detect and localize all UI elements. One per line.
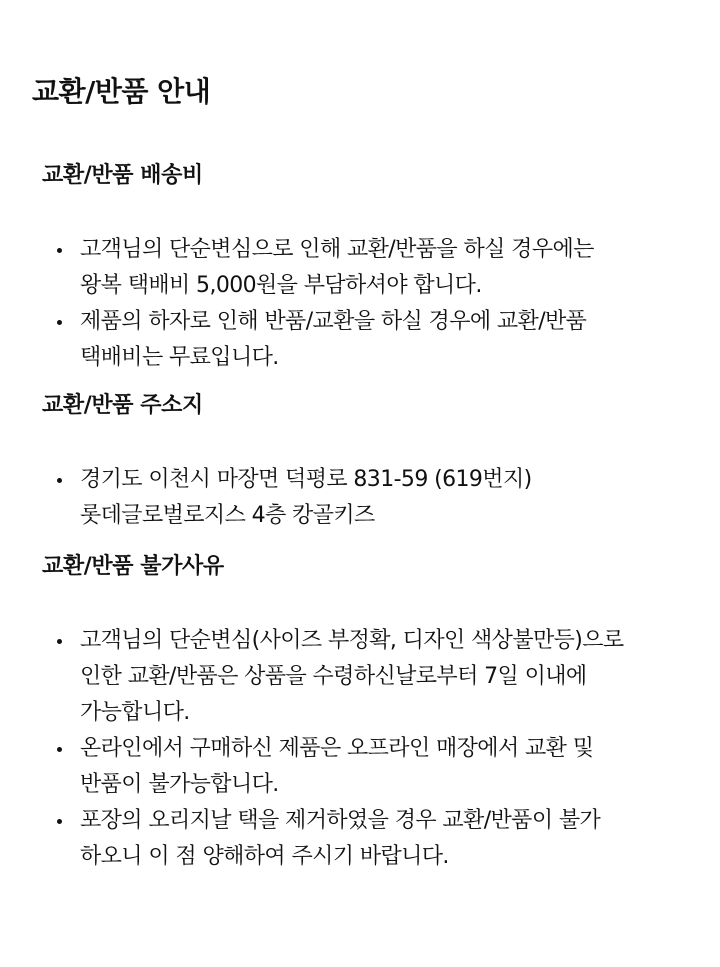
list-item-line: 반품이 불가능합니다. [80,772,279,797]
bullet-list [42,462,692,534]
section-title: 교환/반품 불가사유 [42,554,224,579]
list-item-line: 고객님의 단순변심(사이즈 부정확, 디자인 색상불만등)으로 [80,628,624,653]
section-title: 교환/반품 주소지 [42,393,203,418]
list-item-line: 왕복 택배비 5,000원을 부담하셔야 합니다. [80,273,482,298]
list-item [42,803,692,875]
list-item-line: 하오니 이 점 양해하여 주시기 바랍니다. [80,844,449,869]
list-item-line: 온라인에서 구매하신 제품은 오프라인 매장에서 교환 및 [80,736,594,761]
section-title: 교환/반품 배송비 [42,163,203,188]
bullet-list [42,623,692,875]
list-item-line: 제품의 하자로 인해 반품/교환을 하실 경우에 교환/반품 [80,309,587,334]
list-item-line: 포장의 오리지날 택을 제거하였을 경우 교환/반품이 불가 [80,808,601,833]
list-item [42,462,692,534]
list-item [42,623,692,731]
bullet-dot-icon [57,747,62,752]
section-return-address [42,390,692,534]
list-item-line: 가능합니다. [80,700,190,725]
page-title: 교환/반품 안내 [32,75,211,108]
list-item [42,731,692,803]
list-item-line: 택배비는 무료입니다. [80,345,279,370]
list-item-line: 고객님의 단순변심으로 인해 교환/반품을 하실 경우에는 [80,237,594,262]
bullet-dot-icon [57,478,62,483]
section-return-not-allowed-reasons [42,551,692,875]
bullet-list [42,232,692,376]
list-item-line: 롯데글로벌로지스 4층 캉골키즈 [80,503,375,528]
bullet-dot-icon [57,248,62,253]
list-item [42,304,692,376]
list-item-line: 경기도 이천시 마장면 덕평로 831-59 (619번지) [80,467,532,492]
bullet-dot-icon [57,320,62,325]
list-item [42,232,692,304]
section-return-shipping-fee [42,160,692,376]
bullet-dot-icon [57,639,62,644]
list-item-line: 인한 교환/반품은 상품을 수령하신날로부터 7일 이내에 [80,664,587,689]
bullet-dot-icon [57,819,62,824]
